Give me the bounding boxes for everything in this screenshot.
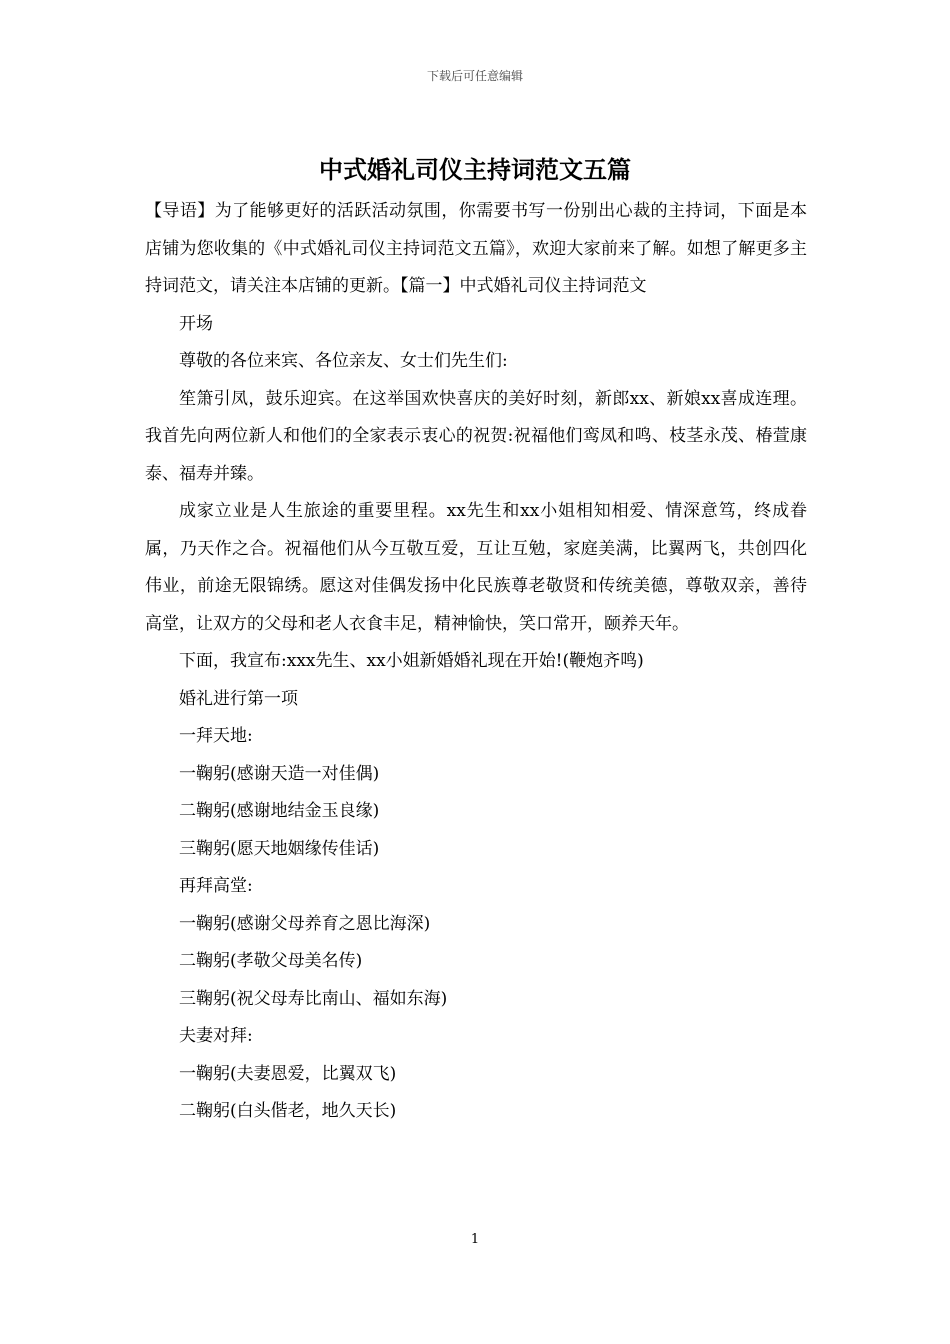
ceremony-step-heading: 婚礼进行第一项: [179, 688, 298, 709]
document-title: 中式婚礼司仪主持词范文五篇: [319, 155, 631, 184]
bow-line: 一鞠躬(夫妻恩爱，比翼双飞): [179, 1063, 397, 1084]
section-heading-opening: 开场: [179, 313, 213, 334]
bow-line: 二鞠躬(感谢地结金玉良缘): [179, 801, 380, 821]
body-paragraph: 成家立业是人生旅途的重要里程。xx先生和xx小姐相知相爱、情深意笃，终成眷属，乃天作之合。祝福他们从今互敬互爱，互让互勉，家庭美满，比翼两飞，共创四化伟业，前途无限锦绣。愿这对佳偶发扬中化民族尊老敬贤和传统美德，尊敬双亲，善待高堂，让双方的父母和老人衣食丰足，精神愉快，笑口常开，颐养天年。: [145, 501, 807, 634]
bow-line: 二鞠躬(白头偕老，地久天长): [179, 1101, 397, 1121]
ceremony-step: 夫妻对拜:: [179, 1026, 253, 1046]
document-body: [145, 193, 807, 1131]
page-number: 1: [470, 1232, 480, 1247]
bow-line: 三鞠躬(愿天地姻缘传佳话): [179, 838, 380, 859]
lead-paragraph: 【导语】为了能够更好的活跃活动氛围，你需要书写一份别出心裁的主持词，下面是本店铺为您收集的《中式婚礼司仪主持词范文五篇》，欢迎大家前来了解。如想了解更多主持词范文，请关注本店铺的更新。【篇一】中式婚礼司仪主持词范文: [145, 201, 807, 296]
bow-line: 二鞠躬(孝敬父母美名传): [179, 951, 363, 971]
announcement-line: 下面，我宣布:xxx先生、xx小姐新婚婚礼现在开始!(鞭炮齐鸣): [179, 651, 644, 671]
bow-line: 一鞠躬(感谢天造一对佳偶): [179, 763, 380, 784]
ceremony-step: 一拜天地:: [179, 726, 253, 746]
header-note: 下载后可任意编辑: [426, 69, 523, 83]
ceremony-step: 再拜高堂:: [179, 876, 253, 896]
body-paragraph: 笙箫引凤，鼓乐迎宾。在这举国欢快喜庆的美好时刻，新郎xx、新娘xx喜成连理。我首先向两位新人和他们的全家表示衷心的祝贺:祝福他们鸾凤和鸣、枝茎永茂、椿萱康泰、福寿并臻。: [145, 388, 807, 484]
bow-line: 三鞠躬(祝父母寿比南山、福如东海): [179, 988, 448, 1009]
salutation: 尊敬的各位来宾、各位亲友、女士们先生们:: [179, 351, 508, 371]
bow-line: 一鞠躬(感谢父母养育之恩比海深): [179, 913, 431, 934]
